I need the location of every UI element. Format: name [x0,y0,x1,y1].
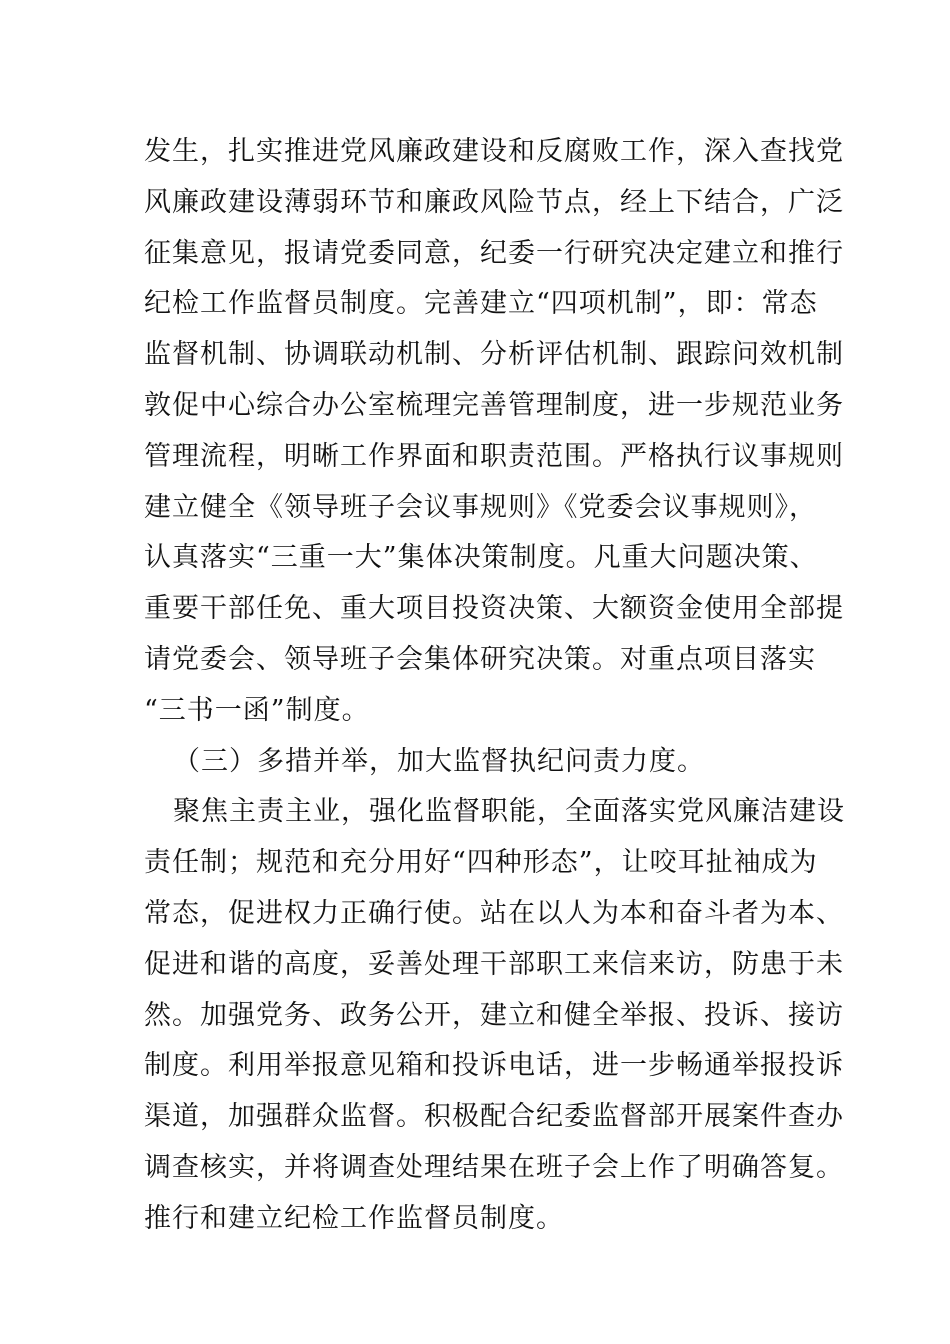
body-text [144,127,845,1245]
text-line: “三书一函”制度。 [144,694,370,726]
text-line: 促进和谐的高度，妥善处理干部职工来信来访，防患于未 [144,948,844,980]
text-line: 建立健全《领导班子会议事规则》《党委会议事规则》， [144,491,817,523]
paragraph-first-line: 聚焦主责主业，强化监督职能，全面落实党风廉洁建设 [173,796,845,828]
text-line: 发生，扎实推进党风廉政建设和反腐败工作，深入查找党 [144,136,844,167]
text-line: 重要干部任免、重大项目投资决策、大额资金使用全部提 [144,593,844,625]
text-line: 渠道，加强群众监督。积极配合纪委监督部开展案件查办 [144,1101,844,1133]
text-line: 调查核实，并将调查处理结果在班子会上作了明确答复。 [144,1151,844,1183]
text-line: 认真落实“三重一大”集体决策制度。凡重大问题决策、 [144,542,818,574]
text-line: 制度。利用举报意见箱和投诉电话，进一步畅通举报投诉 [144,1050,844,1082]
text-line: 敦促中心综合办公室梳理完善管理制度，进一步规范业务 [144,389,844,421]
text-line: 常态，促进权力正确行使。站在以人为本和奋斗者为本、 [144,897,844,929]
text-line: 推行和建立纪检工作监督员制度。 [144,1202,564,1234]
text-line: 风廉政建设薄弱环节和廉政风险节点，经上下结合，广泛 [144,186,844,218]
text-line: 纪检工作监督员制度。完善建立“四项机制”，即：常态 [144,288,818,320]
text-line: 管理流程，明晰工作界面和职责范围。严格执行议事规则 [144,440,844,472]
section-heading: （三）多措并举，加大监督执纪问责力度。 [173,745,705,777]
text-line: 征集意见，报请党委同意，纪委一行研究决定建立和推行 [144,237,844,269]
text-line: 请党委会、领导班子会集体研究决策。对重点项目落实 [144,643,816,675]
text-line: 监督机制、协调联动机制、分析评估机制、跟踪问效机制 [144,339,844,371]
text-line: 责任制；规范和充分用好“四种形态”，让咬耳扯袖成为 [144,847,818,879]
text-line: 然。加强党务、政务公开，建立和健全举报、投诉、接访 [144,999,844,1031]
